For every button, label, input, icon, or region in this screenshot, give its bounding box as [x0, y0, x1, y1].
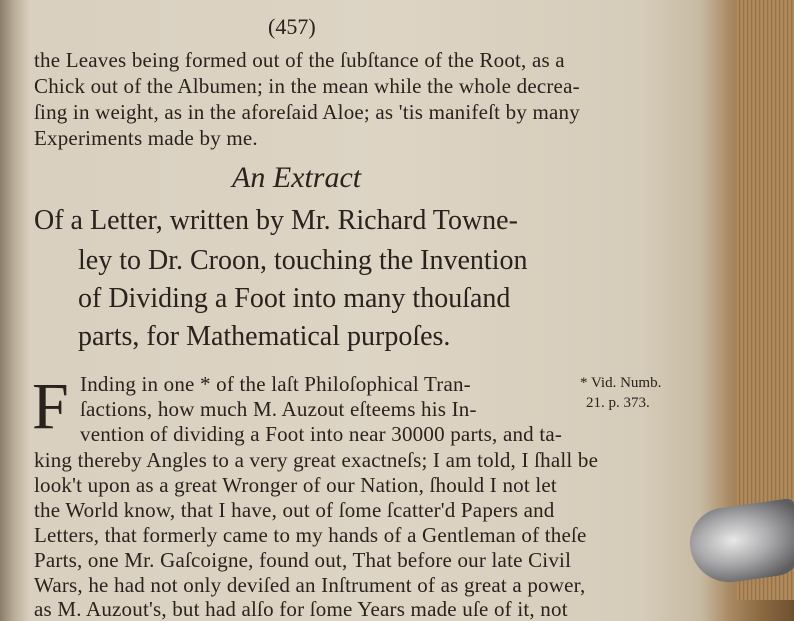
page-number: (457): [268, 14, 316, 39]
title-line: parts, for Mathematical purpoſes.: [78, 321, 451, 352]
text-line: Experiments made by me.: [34, 126, 258, 150]
title-line: Of a Letter, written by Mr. Richard Towne-: [34, 205, 518, 236]
drop-cap: F: [32, 370, 69, 443]
text-line: king thereby Angles to a very great exactneſs; I am told, I ſhall be: [34, 448, 599, 472]
metal-clasp: [685, 498, 794, 588]
text-line: Inding in one * of the laſt Philoſophical Tran-: [80, 372, 471, 396]
text-line: the World know, that I have, out of ſome ſcatter'd Papers and: [34, 498, 555, 522]
text-line: Parts, one Mr. Gaſcoigne, found out, That before our late Civil: [34, 548, 572, 572]
title-line: of Dividing a Foot into many thouſand: [78, 283, 511, 314]
margin-note: * Vid. Numb.: [580, 375, 662, 391]
text-line: the Leaves being formed out of the ſubſtance of the Root, as a: [34, 48, 565, 72]
text-line: ſactions, how much M. Auzout eſteems his In-: [80, 397, 477, 421]
margin-note: 21. p. 373.: [586, 395, 650, 411]
text-line: as M. Auzout's, but had alſo for ſome Years made uſe of it, not: [34, 597, 568, 621]
title-line: ley to Dr. Croon, touching the Invention: [78, 245, 528, 276]
text-line: ſing in weight, as in the aforeſaid Aloe; as 'tis manifeſt by many: [34, 100, 580, 124]
text-line: Letters, that formerly came to my hands of a Gentleman of theſe: [34, 523, 587, 547]
text-line: Chick out of the Albumen; in the mean while the whole decrea-: [34, 74, 580, 98]
section-heading: An Extract: [232, 161, 362, 194]
text-line: look't upon as a great Wronger of our Nation, ſhould I not let: [34, 473, 557, 497]
text-line: vention of dividing a Foot into near 30000 parts, and ta-: [80, 422, 563, 446]
text-line: Wars, he had not only deviſed an Inſtrument of as great a power,: [34, 573, 586, 597]
